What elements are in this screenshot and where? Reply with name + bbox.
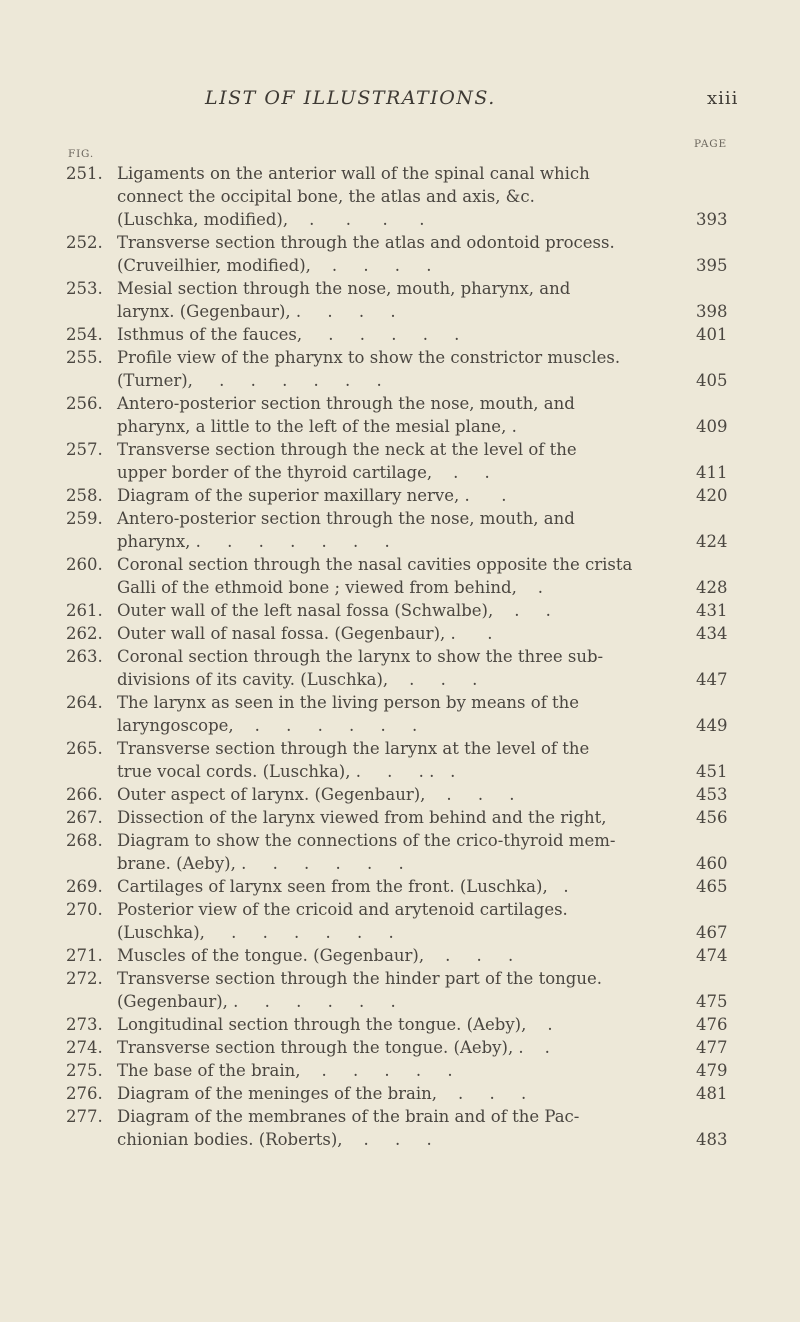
entry-text: Outer aspect of larynx. (Gegenbaur), . . . xyxy=(117,785,515,804)
list-item xyxy=(66,645,746,691)
entry-page-number: 453 xyxy=(696,785,728,804)
list-item xyxy=(66,691,746,737)
entry-text: (Cruveilhier, modified), . . . . xyxy=(117,256,432,275)
entry-page-number: 409 xyxy=(696,417,728,436)
entry-line xyxy=(66,1036,746,1059)
list-item xyxy=(66,829,746,875)
entry-page-number: 474 xyxy=(696,946,728,965)
entry-line xyxy=(66,185,746,208)
entry-text: Diagram of the superior maxillary nerve, . . xyxy=(117,486,507,505)
figure-number: 252. xyxy=(66,233,103,252)
entry-text: The base of the brain, . . . . . xyxy=(117,1061,453,1080)
entry-line xyxy=(66,576,746,599)
list-item xyxy=(66,875,746,898)
entry-text: Isthmus of the fauces, . . . . . xyxy=(117,325,460,344)
entry-page-number: 456 xyxy=(696,808,728,827)
figure-number: 257. xyxy=(66,440,103,459)
figure-number: 261. xyxy=(66,601,103,620)
figure-number: 271. xyxy=(66,946,103,965)
entry-line xyxy=(66,829,746,852)
list-item xyxy=(66,323,746,346)
entry-text: Outer wall of the left nasal fossa (Schwalbe), . . xyxy=(117,601,551,620)
entry-text: Antero-posterior section through the nose, mouth, and xyxy=(117,509,575,528)
entry-page-number: 401 xyxy=(696,325,728,344)
figure-number: 251. xyxy=(66,164,103,183)
entry-line xyxy=(66,714,746,737)
entry-text: Antero-posterior section through the nose, mouth, and xyxy=(117,394,575,413)
entry-page-number: 428 xyxy=(696,578,728,597)
list-item xyxy=(66,1105,746,1151)
entry-line xyxy=(66,208,746,231)
list-item xyxy=(66,898,746,944)
list-item xyxy=(66,783,746,806)
illustration-list xyxy=(66,162,746,1151)
list-item xyxy=(66,599,746,622)
list-item xyxy=(66,507,746,553)
entry-text: pharynx, . . . . . . . xyxy=(117,532,390,551)
entry-text: larynx. (Gegenbaur), . . . . xyxy=(117,302,396,321)
entry-text: (Luschka, modified), . . . . xyxy=(117,210,425,229)
entry-page-number: 447 xyxy=(696,670,728,689)
figure-number: 258. xyxy=(66,486,103,505)
figure-number: 260. xyxy=(66,555,103,574)
entry-line xyxy=(66,438,746,461)
entry-line xyxy=(66,530,746,553)
list-item xyxy=(66,231,746,277)
entry-page-number: 483 xyxy=(696,1130,728,1149)
entry-text: true vocal cords. (Luschka), . . . . . xyxy=(117,762,456,781)
figure-number: 262. xyxy=(66,624,103,643)
entry-page-number: 424 xyxy=(696,532,728,551)
entry-text: The larynx as seen in the living person by means of the xyxy=(117,693,580,712)
entry-text: Coronal section through the larynx to show the three sub- xyxy=(117,647,604,666)
entry-text: connect the occipital bone, the atlas and axis, &c. xyxy=(117,187,535,206)
entry-text: (Gegenbaur), . . . . . . xyxy=(117,992,396,1011)
entry-text: Outer wall of nasal fossa. (Gegenbaur), . . xyxy=(117,624,493,643)
entry-line xyxy=(66,944,746,967)
entry-line xyxy=(66,162,746,185)
list-item xyxy=(66,1013,746,1036)
entry-line xyxy=(66,599,746,622)
list-item xyxy=(66,553,746,599)
figure-number: 267. xyxy=(66,808,103,827)
entry-text: pharynx, a little to the left of the mesial plane, . xyxy=(117,417,517,436)
figure-number: 256. xyxy=(66,394,103,413)
entry-page-number: 460 xyxy=(696,854,728,873)
entry-line xyxy=(66,507,746,530)
entry-text: Transverse section through the neck at the level of the xyxy=(117,440,577,459)
list-item xyxy=(66,622,746,645)
entry-line xyxy=(66,346,746,369)
page-column-label: PAGE xyxy=(694,138,727,150)
figure-number: 259. xyxy=(66,509,103,528)
entry-line xyxy=(66,668,746,691)
list-item xyxy=(66,484,746,507)
entry-line xyxy=(66,1128,746,1151)
figure-number: 266. xyxy=(66,785,103,804)
fig-column-label: FIG. xyxy=(68,148,94,160)
entry-text: Transverse section through the larynx at the level of the xyxy=(117,739,590,758)
list-item xyxy=(66,1082,746,1105)
list-item xyxy=(66,438,746,484)
figure-number: 274. xyxy=(66,1038,103,1057)
entry-line xyxy=(66,323,746,346)
entry-line xyxy=(66,691,746,714)
list-item xyxy=(66,277,746,323)
entry-page-number: 405 xyxy=(696,371,728,390)
entry-line xyxy=(66,990,746,1013)
entry-text: Posterior view of the cricoid and arytenoid cartilages. xyxy=(117,900,568,919)
entry-page-number: 477 xyxy=(696,1038,728,1057)
running-head-title: LIST OF ILLUSTRATIONS. xyxy=(205,87,496,109)
entry-text: Transverse section through the hinder part of the tongue. xyxy=(117,969,602,988)
entry-line xyxy=(66,852,746,875)
entry-text: Longitudinal section through the tongue. (Aeby), . xyxy=(117,1015,553,1034)
entry-text: Transverse section through the atlas and odontoid process. xyxy=(117,233,615,252)
figure-number: 273. xyxy=(66,1015,103,1034)
entry-page-number: 411 xyxy=(696,463,728,482)
entry-page-number: 465 xyxy=(696,877,728,896)
entry-text: brane. (Aeby), . . . . . . xyxy=(117,854,404,873)
list-item xyxy=(66,1036,746,1059)
list-item xyxy=(66,1059,746,1082)
entry-page-number: 476 xyxy=(696,1015,728,1034)
entry-page-number: 393 xyxy=(696,210,728,229)
figure-number: 254. xyxy=(66,325,103,344)
entry-line xyxy=(66,760,746,783)
entry-page-number: 475 xyxy=(696,992,728,1011)
figure-number: 253. xyxy=(66,279,103,298)
entry-line xyxy=(66,300,746,323)
entry-line xyxy=(66,967,746,990)
entry-page-number: 451 xyxy=(696,762,728,781)
entry-page-number: 395 xyxy=(696,256,728,275)
entry-text: Muscles of the tongue. (Gegenbaur), . . . xyxy=(117,946,514,965)
entry-text: laryngoscope, . . . . . . xyxy=(117,716,418,735)
entry-page-number: 431 xyxy=(696,601,728,620)
list-item xyxy=(66,967,746,1013)
entry-line xyxy=(66,254,746,277)
entry-line xyxy=(66,553,746,576)
entry-line xyxy=(66,484,746,507)
list-item xyxy=(66,392,746,438)
entry-line xyxy=(66,645,746,668)
entry-line xyxy=(66,1082,746,1105)
entry-line xyxy=(66,898,746,921)
figure-number: 263. xyxy=(66,647,103,666)
entry-line xyxy=(66,806,746,829)
entry-text: Ligaments on the anterior wall of the spinal canal which xyxy=(117,164,590,183)
figure-number: 268. xyxy=(66,831,103,850)
entry-text: divisions of its cavity. (Luschka), . . . xyxy=(117,670,478,689)
entry-text: Galli of the ethmoid bone ; viewed from behind, . xyxy=(117,578,544,597)
page-number: xiii xyxy=(707,88,739,109)
entry-line xyxy=(66,369,746,392)
entry-text: Mesial section through the nose, mouth, pharynx, and xyxy=(117,279,571,298)
figure-number: 265. xyxy=(66,739,103,758)
entry-page-number: 449 xyxy=(696,716,728,735)
entry-page-number: 479 xyxy=(696,1061,728,1080)
entry-line xyxy=(66,875,746,898)
entry-line xyxy=(66,622,746,645)
entry-line xyxy=(66,1013,746,1036)
figure-number: 275. xyxy=(66,1061,103,1080)
figure-number: 276. xyxy=(66,1084,103,1103)
figure-number: 277. xyxy=(66,1107,103,1126)
entry-text: Profile view of the pharynx to show the constrictor muscles. xyxy=(117,348,621,367)
entry-text: (Turner), . . . . . . xyxy=(117,371,382,390)
list-item xyxy=(66,944,746,967)
figure-number: 255. xyxy=(66,348,103,367)
entry-text: Coronal section through the nasal cavities opposite the crista xyxy=(117,555,633,574)
entry-page-number: 481 xyxy=(696,1084,728,1103)
entry-line xyxy=(66,392,746,415)
figure-number: 272. xyxy=(66,969,103,988)
entry-text: Diagram to show the connections of the crico-thyroid mem- xyxy=(117,831,616,850)
figure-number: 269. xyxy=(66,877,103,896)
figure-number: 264. xyxy=(66,693,103,712)
entry-page-number: 398 xyxy=(696,302,728,321)
entry-text: Cartilages of larynx seen from the front. (Luschka), . xyxy=(117,877,569,896)
entry-text: chionian bodies. (Roberts), . . . xyxy=(117,1130,432,1149)
entry-text: (Luschka), . . . . . . xyxy=(117,923,394,942)
entry-text: upper border of the thyroid cartilage, . . xyxy=(117,463,490,482)
figure-number: 270. xyxy=(66,900,103,919)
entry-line xyxy=(66,461,746,484)
list-item xyxy=(66,346,746,392)
entry-line xyxy=(66,921,746,944)
entry-text: Transverse section through the tongue. (Aeby), . . xyxy=(117,1038,550,1057)
entry-page-number: 420 xyxy=(696,486,728,505)
entry-text: Diagram of the membranes of the brain and of the Pac- xyxy=(117,1107,580,1126)
entry-text: Diagram of the meninges of the brain, . . . xyxy=(117,1084,527,1103)
entry-line xyxy=(66,1105,746,1128)
entry-line xyxy=(66,1059,746,1082)
list-item xyxy=(66,162,746,231)
entry-text: Dissection of the larynx viewed from behind and the right, xyxy=(117,808,607,827)
entry-line xyxy=(66,231,746,254)
entry-line xyxy=(66,277,746,300)
list-item xyxy=(66,737,746,783)
entry-page-number: 467 xyxy=(696,923,728,942)
entry-line xyxy=(66,783,746,806)
entry-line xyxy=(66,737,746,760)
entry-page-number: 434 xyxy=(696,624,728,643)
entry-line xyxy=(66,415,746,438)
list-item xyxy=(66,806,746,829)
